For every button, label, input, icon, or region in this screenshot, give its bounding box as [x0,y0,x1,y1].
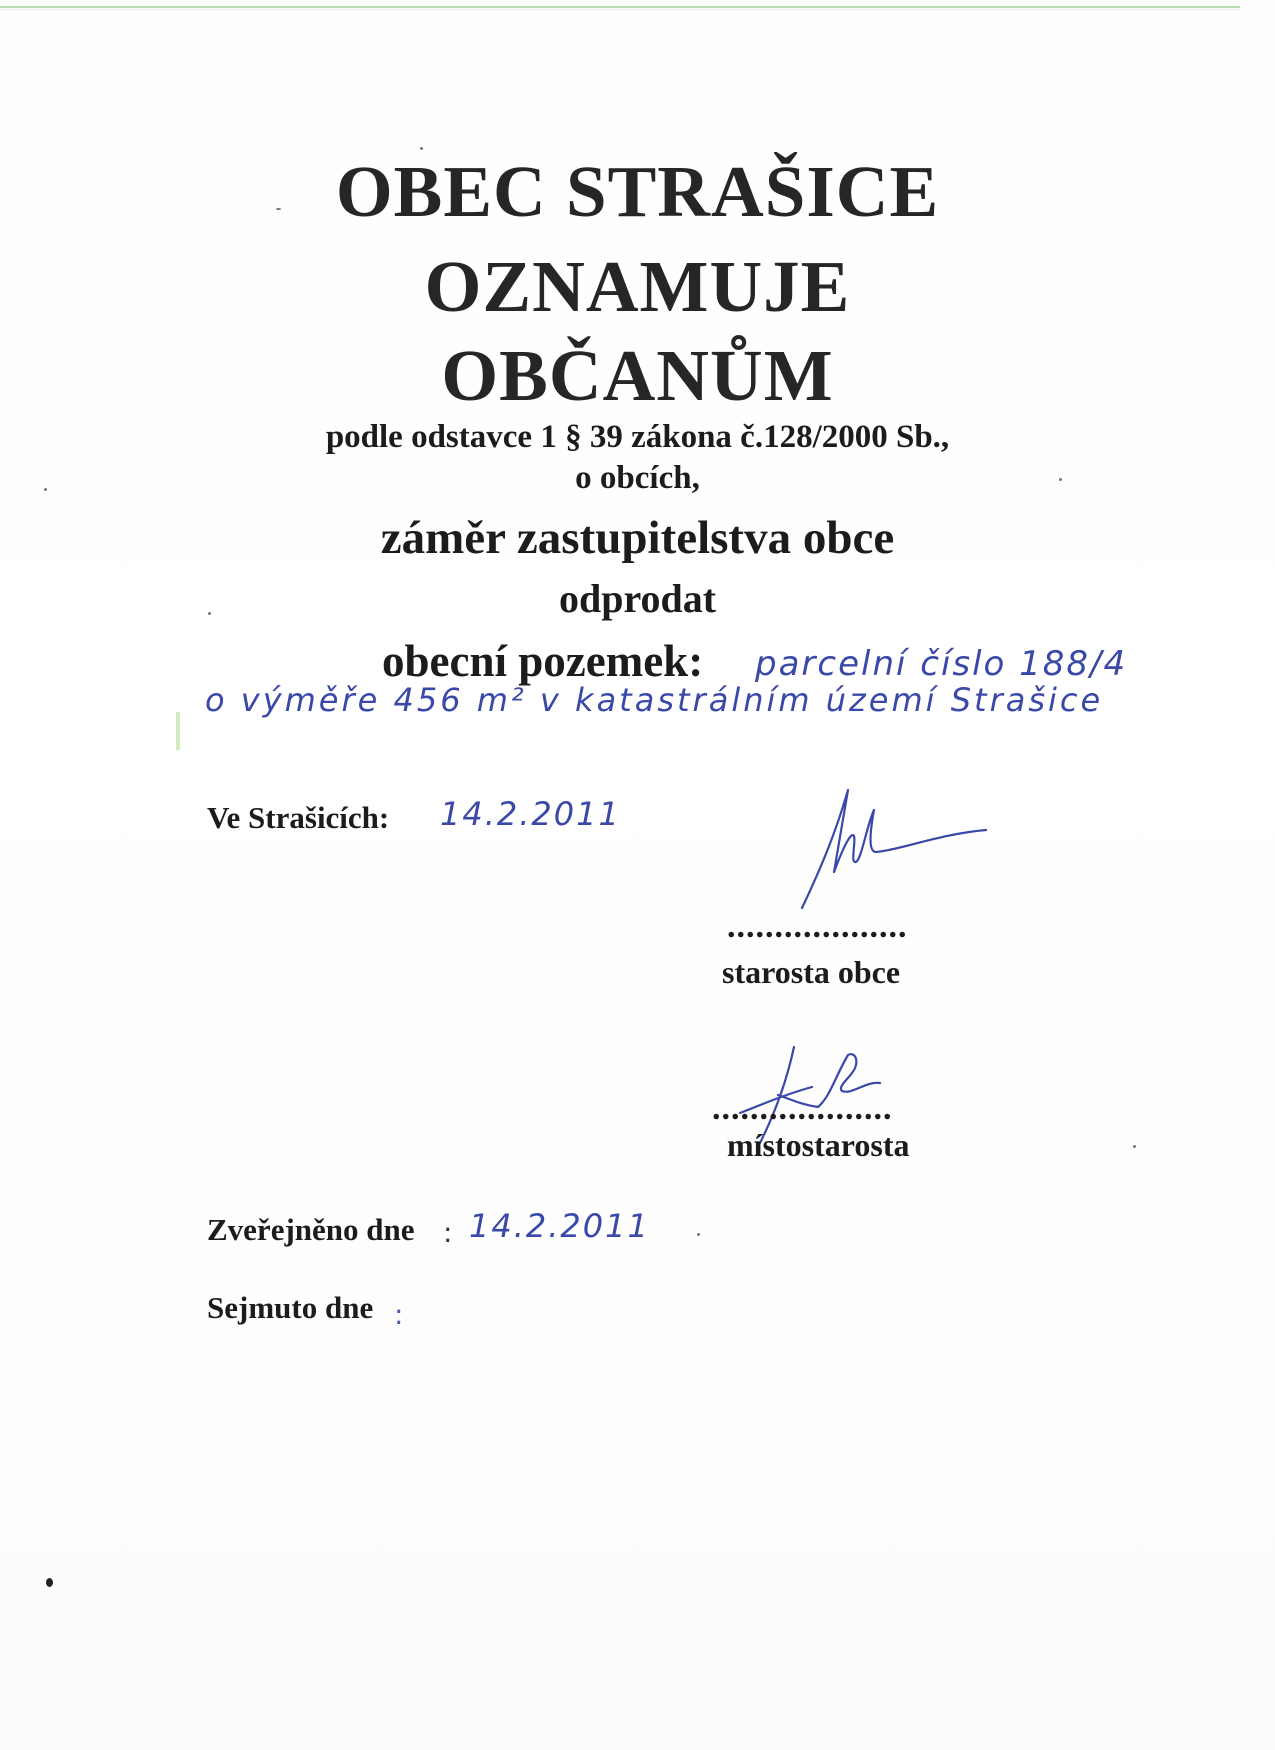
deputy-signature-line: ................... [712,1090,893,1127]
scan-speck [208,612,211,615]
scan-edge-line-faint [0,9,1240,10]
heading-municipality: OBEC STRAŠICE [335,151,940,232]
legal-reference-line2: o obcích, [575,460,700,496]
mayor-signature [790,780,1010,920]
removed-colon: : [394,1298,404,1331]
scan-speck [697,1233,700,1236]
mayor-title: starosta obce [722,954,901,990]
scan-speck [1133,1145,1136,1148]
scan-speck [44,488,47,491]
scan-speck [1059,478,1062,481]
handwritten-parcel-area: o výměře 456 m² v katastrálním území Strašice [205,681,1104,719]
mayor-signature-line: ................... [727,908,908,945]
published-colon: : [443,1216,453,1249]
heading-announces: OZNAMUJE [424,246,851,327]
property-label: obecní pozemek: [382,636,704,686]
heading-citizens: OBČANŮM [441,335,834,416]
handwritten-signing-date: 14.2.2011 [440,795,621,833]
scan-edge-line [0,6,1240,8]
removed-label: Sejmuto dne [207,1290,374,1325]
scan-mark [176,712,180,750]
legal-reference-line1: podle odstavce 1 § 39 zákona č.128/2000 Sb., [325,419,950,455]
published-label: Zveřejněno dne [207,1212,415,1247]
handwritten-published-date: 14.2.2011 [469,1207,650,1245]
intent-action: odprodat [558,576,717,621]
intent-title: záměr zastupitelstva obce [380,512,895,564]
handwritten-parcel-number: parcelní číslo 188/4 [755,644,1128,684]
scan-speck [276,208,281,210]
deputy-mayor-title: místostarosta [727,1127,910,1163]
scan-speck [420,147,423,150]
place-label: Ve Strašicích: [207,800,390,835]
scan-speck [46,1578,53,1587]
